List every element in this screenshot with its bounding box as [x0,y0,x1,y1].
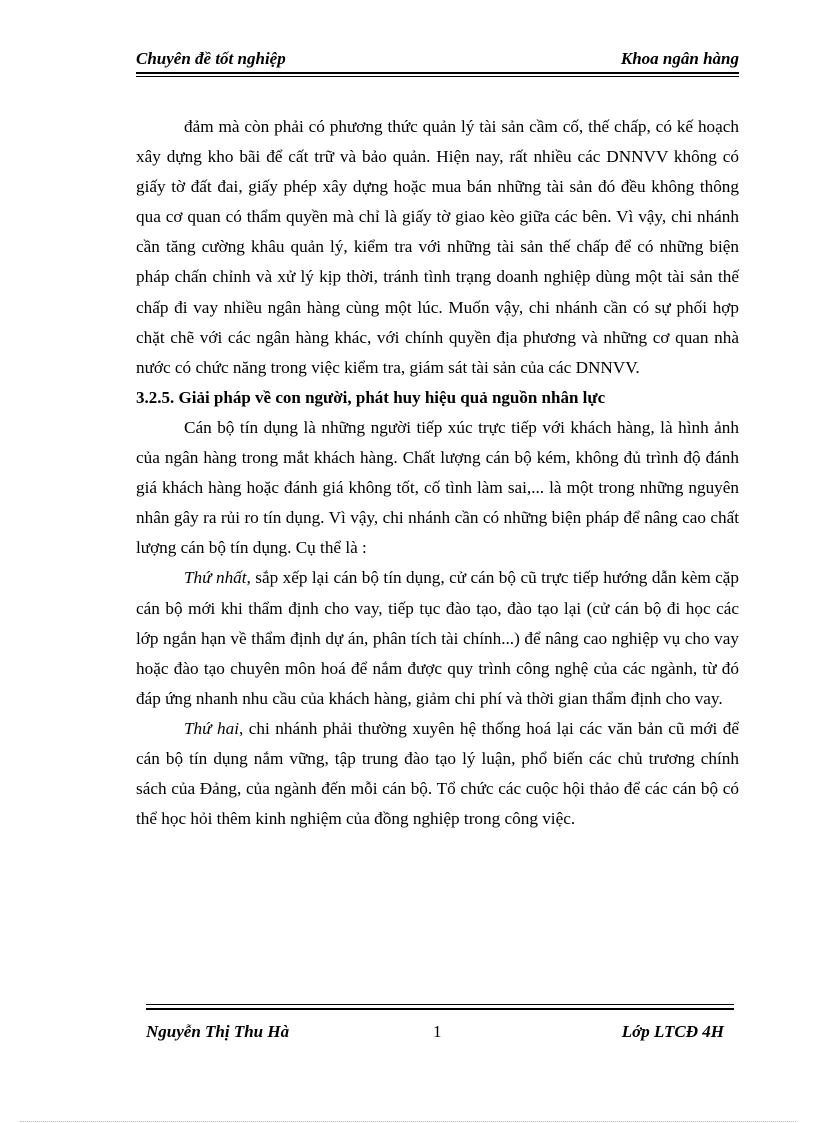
first-lead: Thứ nhất [184,568,247,588]
paragraph-second [136,714,739,834]
second-text: , chi nhánh phải thường xuyên hệ thống hoá lại các văn bản cũ mới để cán bộ tín dụng nắm vững, tập trung đào tạo lý luận, phổ biến các chủ trương chính sách của Đảng, của ngành đến mỗi cán bộ. Tổ chức các cuộc hội thảo để các cán bộ có thể học hỏi thêm kinh nghiệm của đồng nghiệp trong công việc. [136,718,739,829]
footer-rule [146,1008,734,1010]
header-title: Chuyên đề tốt nghiệp [136,49,286,68]
first-text: , sắp xếp lại cán bộ tín dụng, cử cán bộ cũ trực tiếp hướng dẫn kèm cặp cán bộ mới khi thẩm định cho vay, tiếp tục đào tạo, đào tạo lại (cử cán bộ đi học các lớp ngắn hạn về thẩm định dự án, phân tích tài chính...) để nâng cao nghiệp vụ cho vay hoặc đào tạo chuyên môn hoá để nắm được quy trình công nghệ của các ngành, từ đó đáp ứng nhanh nhu cầu của khách hàng, giảm chi phí và thời gian thẩm định cho vay. [136,568,739,708]
page-header [136,49,739,73]
paragraph-first [136,563,739,713]
footer-rule-thin [146,1004,734,1005]
header-department: Khoa ngân hàng [620,49,739,68]
second-lead: Thứ hai [184,718,239,738]
header-rule-thin [136,76,739,77]
footer-class: Lớp LTCĐ 4H [621,1022,724,1041]
document-body [136,112,739,834]
paragraph-collateral: đảm mà còn phải có phương thức quản lý tài sản cầm cố, thế chấp, có kế hoạch xây dựng kho bãi để cất trữ và bảo quản. Hiện nay, rất nhiều các DNNVV không có giấy tờ đất đai, giấy phép xây dựng hoặc mua bán những tài sản đó đều không thông qua cơ quan có thẩm quyền mà chỉ là giấy tờ giao kèo giữa các bên. Vì vậy, chi nhánh cần tăng cường khâu quản lý, kiểm tra với những tài sản thế chấp để có những biện pháp chấn chỉnh và xử lý kịp thời, tránh tình trạng doanh nghiệp dùng một tài sản thế chấp đi vay nhiều ngân hàng cùng một lúc. Muốn vậy, chi nhánh cần có sự phối hợp chặt chẽ với các ngân hàng khác, với chính quyền địa phương và những cơ quan nhà nước có chức năng trong việc kiểm tra, giám sát tài sản của các DNNVV. [136,117,739,377]
header-rule [136,72,739,74]
page-number: 1 [433,1022,442,1041]
section-heading: 3.2.5. Giải pháp về con người, phát huy hiệu quả nguồn nhân lực [136,387,606,407]
page-footer [146,1022,724,1048]
page-edge-dots [20,1121,796,1122]
paragraph-staff: Cán bộ tín dụng là những người tiếp xúc trực tiếp với khách hàng, là hình ảnh của ngân hàng trong mắt khách hàng. Chất lượng cán bộ kém, không đủ trình độ đánh giá khách hàng hoặc đánh giá không tốt, cố tình làm sai,... là một trong những nguyên nhân gây ra rủi ro tín dụng. Vì vậy, chi nhánh cần có những biện pháp để nâng cao chất lượng cán bộ tín dụng. Cụ thể là : [136,417,739,558]
footer-author: Nguyễn Thị Thu Hà [146,1022,290,1041]
